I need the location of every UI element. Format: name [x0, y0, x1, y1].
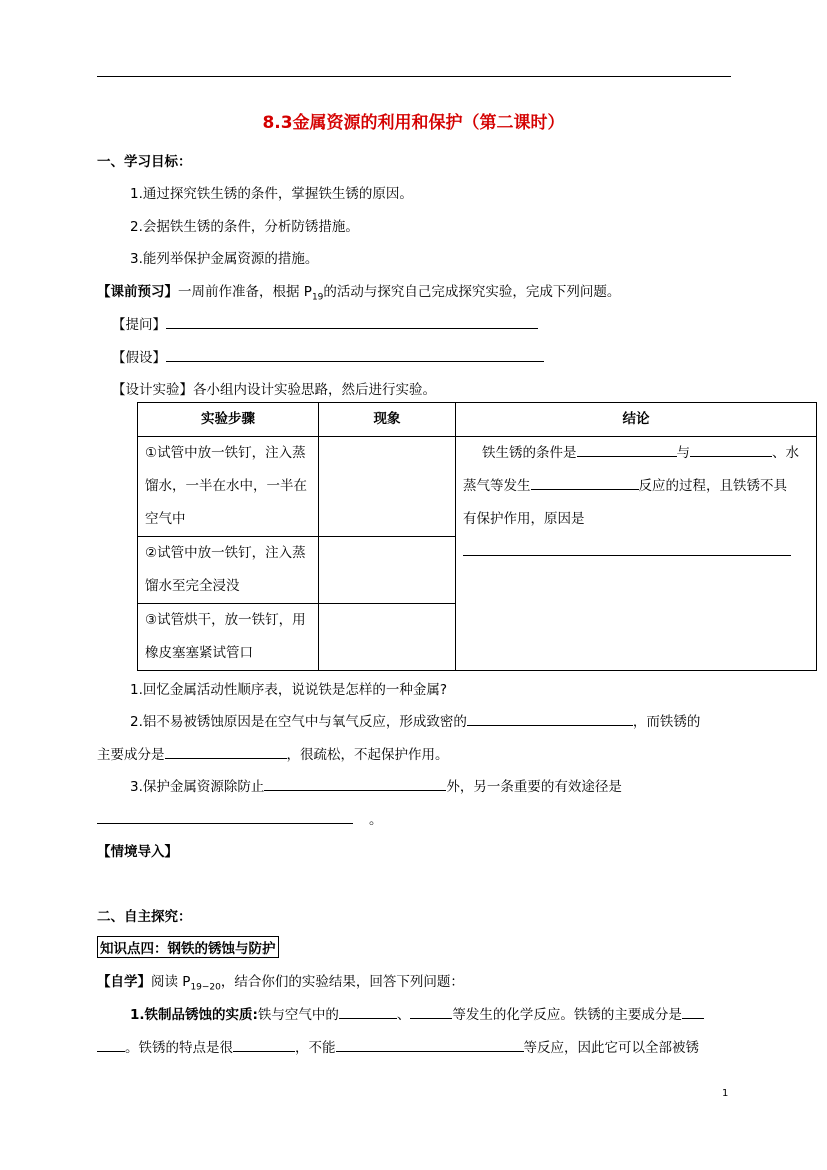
question-3-blank-1[interactable]: [264, 776, 446, 791]
header-conclusion: 结论: [456, 403, 817, 437]
study-1-blank-4[interactable]: [233, 1037, 295, 1052]
question-2-blank-2[interactable]: [165, 744, 287, 759]
conclusion-text-4: 蒸气等发生: [463, 478, 531, 494]
knowledge-point-line: [97, 936, 279, 958]
knowledge-point-label: 知识点四：钢铁的锈蚀与防护: [97, 936, 279, 958]
study-1-text-c: 等发生的化学反应。铁锈的主要成分是: [452, 1007, 682, 1023]
question-2-text-d: ，很疏松，不起保护作用。: [286, 747, 449, 763]
page-title: 8.3金属资源的利用和保护（第二课时）: [262, 113, 565, 133]
section2-heading: 二、自主探究：: [97, 909, 192, 925]
conclusion-cell: [456, 437, 817, 671]
conclusion-text-3: 、水: [772, 445, 799, 461]
question-3-end: 。: [369, 812, 383, 828]
study-1-blank-1[interactable]: [339, 1004, 397, 1019]
conclusion-text-1: 铁生锈的条件是: [482, 445, 577, 461]
self-study-text-a: 阅读 P: [151, 974, 191, 990]
phenomenon-2[interactable]: [319, 537, 456, 604]
preview-text-before: 一周前作准备，根据 P: [178, 284, 312, 300]
conclusion-text-2: 与: [676, 445, 690, 461]
ask-label: 【提问】: [112, 317, 166, 333]
conclusion-line-1: [463, 437, 809, 470]
conclusion-blank-3[interactable]: [531, 475, 639, 490]
conclusion-blank-2[interactable]: [690, 442, 772, 457]
step-2: ②试管中放一铁钉，注入蒸馏水至完全浸没: [138, 537, 319, 604]
self-study-sub: 19−20: [190, 982, 221, 993]
study-1-blank-2[interactable]: [410, 1004, 452, 1019]
goal-2: 2.会据铁生锈的条件，分析防锈措施。: [130, 219, 359, 235]
header-steps: 实验步骤: [138, 403, 319, 437]
question-3-line-2: [97, 808, 383, 828]
question-3-blank-2[interactable]: [97, 809, 353, 824]
question-2-text-a: 2.铝不易被锈蚀原因是在空气中与氧气反应，形成致密的: [130, 714, 467, 730]
question-2-text-c: 主要成分是: [97, 747, 165, 763]
question-2-line-1: [130, 710, 700, 730]
question-2-text-b: ，而铁锈的: [632, 714, 701, 730]
preview-line: [97, 280, 620, 303]
study-1-line-1: [130, 1003, 704, 1023]
study-1-blank-3b[interactable]: [97, 1037, 125, 1052]
conclusion-text-5: 反应的过程，且铁锈不具: [638, 478, 787, 494]
experiment-table: [137, 402, 817, 671]
self-study-line: [97, 970, 464, 993]
study-1-text-e: ，不能: [295, 1040, 336, 1056]
question-1: 1.回忆金属活动性顺序表，说说铁是怎样的一种金属?: [130, 682, 448, 698]
preview-label: 【课前预习】: [97, 284, 178, 300]
section1-heading: 一、学习目标：: [97, 154, 192, 170]
study-1-blank-5[interactable]: [336, 1037, 524, 1052]
question-2-line-2: [97, 743, 449, 763]
study-1-label: 1.铁制品锈蚀的实质:: [130, 1007, 258, 1023]
phenomenon-1[interactable]: [319, 437, 456, 537]
conclusion-blank-1[interactable]: [577, 442, 677, 457]
preview-page-sub: 19: [311, 292, 324, 303]
design-line: [112, 378, 436, 398]
question-3-text-a: 3.保护金属资源除防止: [130, 779, 265, 795]
hypothesis-line: [112, 346, 544, 366]
header-phenomenon: 现象: [319, 403, 456, 437]
study-1-text-a: 铁与空气中的: [257, 1007, 339, 1023]
study-1-text-f: 等反应，因此它可以全部被锈: [523, 1040, 699, 1056]
conclusion-line-2: [463, 470, 809, 503]
header-rule: [97, 76, 731, 77]
step-1: ①试管中放一铁钉，注入蒸馏水，一半在水中，一半在空气中: [138, 437, 319, 537]
phenomenon-3[interactable]: [319, 604, 456, 671]
conclusion-line-3: [463, 503, 809, 536]
study-1-text-b: 、: [396, 1007, 411, 1023]
study-1-text-d: 。铁锈的特点是很: [125, 1040, 233, 1056]
conclusion-line-4: [463, 536, 809, 569]
self-study-text-b: ，结合你们的实验结果，回答下列问题：: [220, 974, 464, 990]
goal-3: 3.能列举保护金属资源的措施。: [130, 251, 319, 267]
step-3: ③试管烘干，放一铁钉，用橡皮塞塞紧试管口: [138, 604, 319, 671]
situation-heading: 【情境导入】: [97, 844, 178, 860]
preview-text-after: 的活动与探究自己完成探究实验，完成下列问题。: [323, 284, 621, 300]
question-3-text-b: 外，另一条重要的有效途径是: [446, 779, 622, 795]
hypothesis-blank[interactable]: [166, 347, 544, 362]
question-2-blank-1[interactable]: [467, 711, 633, 726]
conclusion-blank-4[interactable]: [463, 541, 791, 556]
conclusion-text-6: 有保护作用，原因是: [463, 511, 585, 527]
hypothesis-label: 【假设】: [112, 350, 166, 366]
design-text: 各小组内设计实验思路，然后进行实验。: [193, 382, 436, 398]
question-3-line-1: [130, 775, 622, 795]
self-study-label: 【自学】: [97, 974, 151, 990]
study-1-blank-3a[interactable]: [682, 1004, 704, 1019]
ask-line: [112, 313, 538, 333]
page-number: 1: [722, 1088, 729, 1099]
goal-1: 1.通过探究铁生锈的条件，掌握铁生锈的原因。: [130, 186, 413, 202]
design-label: 【设计实验】: [112, 382, 193, 398]
ask-blank[interactable]: [166, 314, 538, 329]
study-1-line-2: [97, 1036, 699, 1056]
